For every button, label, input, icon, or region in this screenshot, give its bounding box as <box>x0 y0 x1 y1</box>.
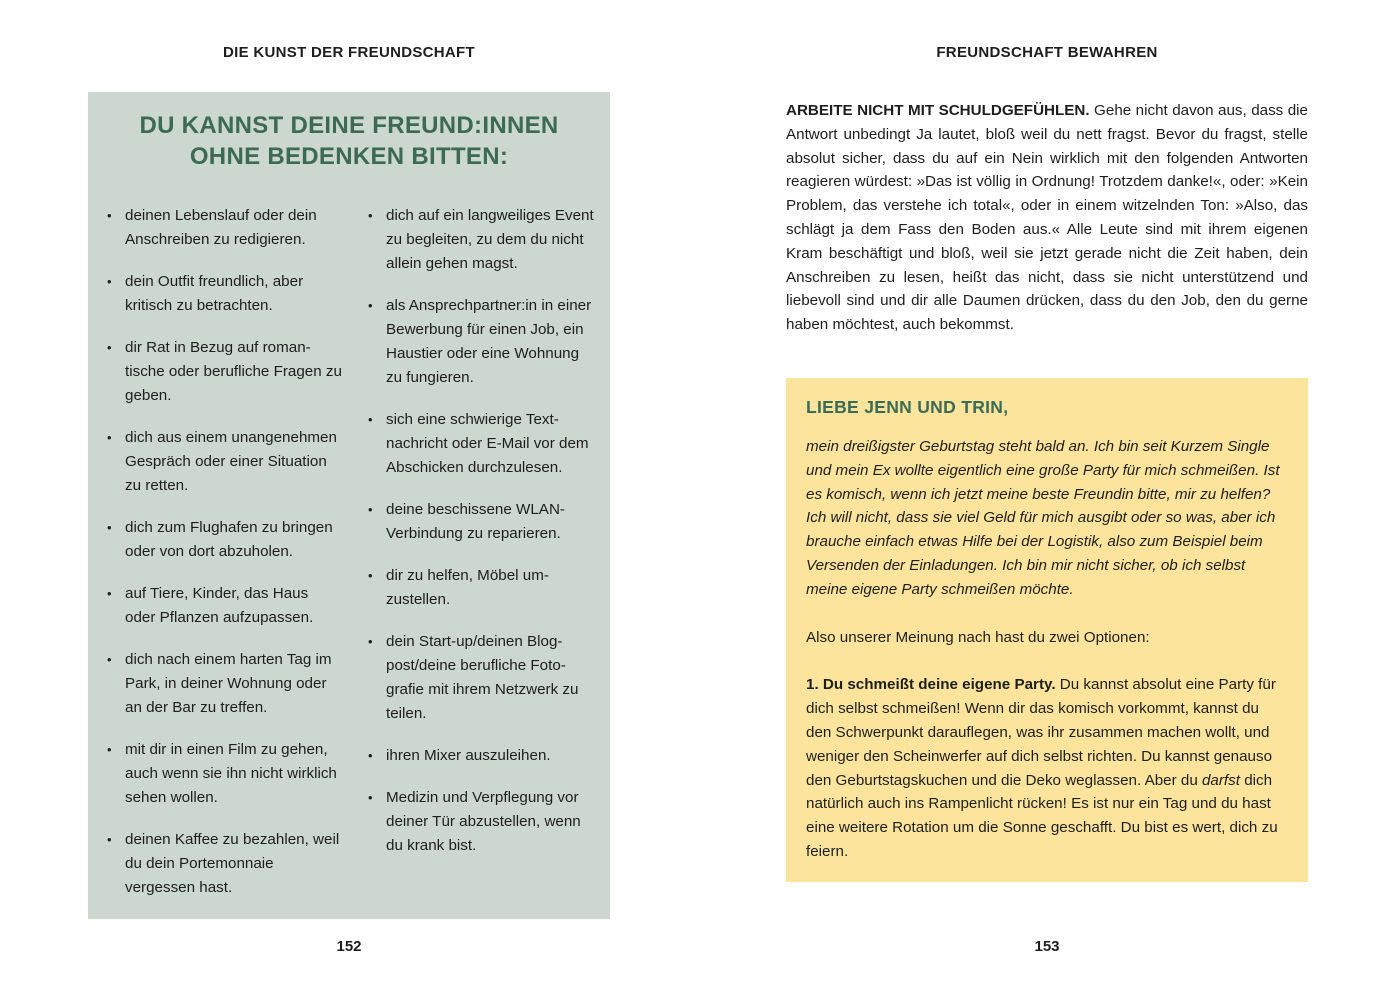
list-item: • sich eine schwierige Textnachricht oder E-Mail vor dem Abschicken durchzulesen. <box>367 408 597 480</box>
page-number-left: 152 <box>336 938 362 955</box>
option-1 <box>806 673 1288 863</box>
list-item: • dich auf ein langweiliges Event zu begleiten, zu dem du nicht allein gehen magst. <box>367 204 597 276</box>
intro-text: Gehe nicht davon aus, dass die Antwort unbedingt Ja lautet, bloß weil du nett fragst. Bevor du fragst, stelle absolut sicher, dass du auf ein Nein wirklich mit den folgenden Antworten reagieren würdest: »Das ist völlig in Ordnung! Trotzdem danke!«, oder: »Kein Problem, das verstehe ich total«, oder in einem witzelnden Ton: »Also, das schlägt ja dem Fass den Boden aus.« Alle Leute sind mit ihrem eigenen Kram beschäftigt und bloß, weil sie jetzt gerade nicht die Zeit haben, dein Anschreiben zu lesen, heißt das nicht, dass sie nicht unterstützend und liebevoll sind und dir alle Daumen drücken, dass du den Job, den du gerne haben möchtest, auch bekommst. <box>786 102 1308 334</box>
ask-friends-title-line1: DU KANNST DEINE FREUND:INNEN <box>139 112 559 139</box>
list-item: • auf Tiere, Kinder, das Haus oder Pflanzen aufzupassen. <box>106 582 342 630</box>
list-item: • ihren Mixer auszuleihen. <box>367 744 597 768</box>
ask-friends-title <box>108 110 590 172</box>
list-item: • deinen Lebenslauf oder dein Anschreiben zu redigieren. <box>106 204 342 252</box>
intro-lead: ARBEITE NICHT MIT SCHULDGEFÜHLEN. <box>786 102 1090 119</box>
list-item: • deinen Kaffee zu bezahlen, weil du dein Portemonnaie vergessen hast. <box>106 828 342 900</box>
page-number-right: 153 <box>1034 938 1060 955</box>
option-1-emphasis: darfst <box>1201 771 1240 789</box>
advice-box <box>786 378 1308 882</box>
intro-paragraph <box>786 99 1308 337</box>
option-1-lead: 1. Du schmeißt deine eigene Party. <box>806 676 1056 694</box>
page-header-left: DIE KUNST DER FREUNDSCHAFT <box>223 44 475 61</box>
list-item: • dir Rat in Bezug auf romantische oder berufliche Fragen zu geben. <box>106 336 342 408</box>
list-item: • als Ansprechpartner:in in einer Bewerbung für einen Job, ein Haustier oder eine Wohnung zu fungieren. <box>367 294 597 390</box>
option-1-text-a: Du kannst absolut eine Party für dich selbst schmeißen! Wenn dir das komisch vorkommt, kannst du den Schwerpunkt darauflegen, was ihr zusammen machen wollt, und weniger den Scheinwerfer auf dich selbst richten. Du kannst genauso den Geburtstagskuchen und die Deko weglassen. Aber du <box>806 676 1276 789</box>
ask-friends-title-line2: OHNE BEDENKEN BITTEN: <box>189 143 509 170</box>
list-item: • dein Outfit freundlich, aber kritisch zu betrachten. <box>106 270 342 318</box>
ask-friends-box <box>88 92 610 919</box>
list-item: • dich aus einem unangenehmen Gespräch oder einer Situation zu retten. <box>106 426 342 498</box>
bullet-list-right <box>367 204 597 876</box>
list-item: • dein Start-up/deinen Blogpost/deine berufliche Fotografie mit ihrem Netzwerk zu teilen. <box>367 630 597 726</box>
options-intro: Also unserer Meinung nach hast du zwei Optionen: <box>806 628 1150 646</box>
option-1-text-b: dich natürlich auch ins Rampenlicht rücken! Es ist nur ein Tag und du hast eine weitere Rotation um die Sonne geschafft. Du bist es wert, dich zu feiern. <box>806 771 1278 860</box>
list-item: • Medizin und Verpflegung vor deiner Tür abzustellen, wenn du krank bist. <box>367 786 597 858</box>
advice-box-title: LIEBE JENN UND TRIN, <box>806 397 1009 417</box>
list-item: • dir zu helfen, Möbel umzustellen. <box>367 564 597 612</box>
list-item: • mit dir in einen Film zu gehen, auch wenn sie ihn nicht wirklich sehen wollen. <box>106 738 342 810</box>
list-item: • dich nach einem harten Tag im Park, in deiner Wohnung oder an der Bar zu treffen. <box>106 648 342 720</box>
reader-letter: mein dreißigster Geburtstag steht bald an. Ich bin seit Kurzem Single und mein Ex wollte eigentlich eine große Party für mich schmeißen. Ist es komisch, wenn ich jetzt meine beste Freundin bitte, mir zu helfen? Ich will nicht, dass sie viel Geld für mich ausgibt oder so was, aber ich brauche einfach etwas Hilfe bei der Logistik, also zum Beispiel beim Versenden der Einladungen. Ich bin mir nicht sicher, ob ich selbst meine eigene Party schmeißen möchte. <box>806 438 1280 598</box>
page-header-right: FREUNDSCHAFT BEWAHREN <box>936 44 1158 61</box>
bullet-list-left <box>106 204 342 918</box>
list-item: • dich zum Flughafen zu bringen oder von dort abzuholen. <box>106 516 342 564</box>
list-item: • deine beschissene WLAN-Verbindung zu reparieren. <box>367 498 597 546</box>
